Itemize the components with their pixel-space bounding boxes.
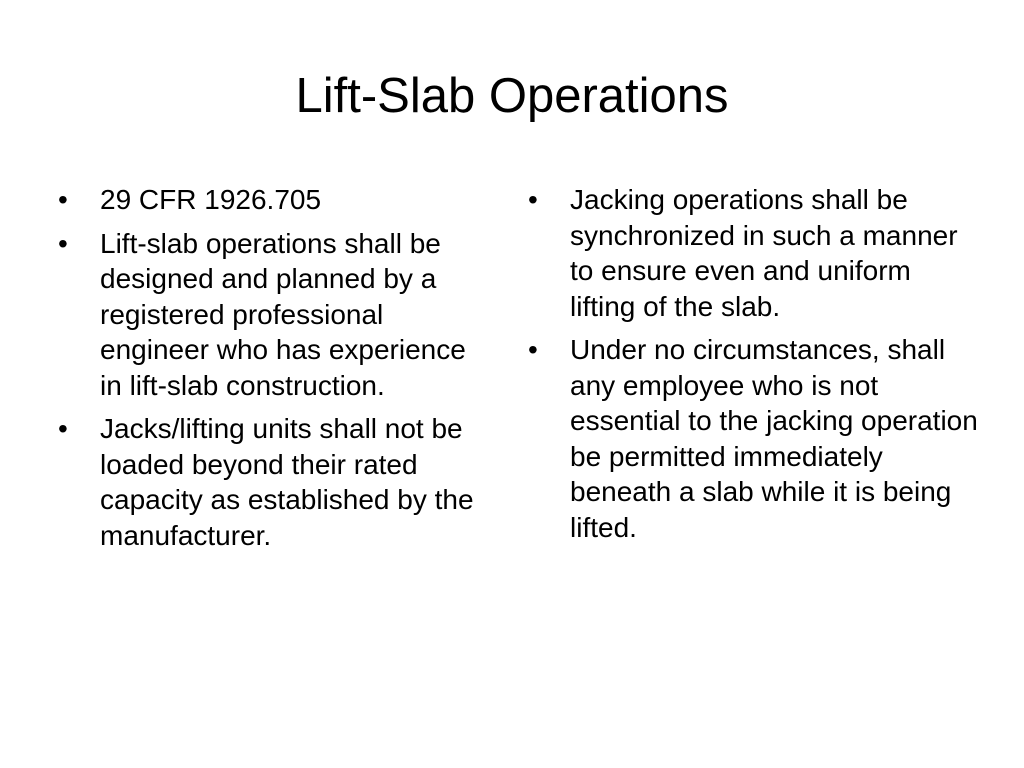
bullet-item	[528, 182, 978, 324]
bullet-item	[58, 411, 488, 553]
bullet-item	[58, 182, 488, 218]
bullet-glyph: •	[58, 227, 68, 259]
bullet-text: Jacks/lifting units shall not be loaded beyond their rated capacity as established by the manufacturer.	[100, 413, 474, 551]
bullet-text: Under no circumstances, shall any employee who is not essential to the jacking operation be permitted immediately beneath a slab while it is being lifted.	[570, 334, 978, 543]
bullet-text: 29 CFR 1926.705	[100, 184, 322, 215]
bullet-item	[528, 332, 978, 545]
bullet-text: Jacking operations shall be synchronized in such a manner to ensure even and uniform lifting of the slab.	[570, 184, 958, 322]
bullet-glyph: •	[58, 413, 68, 444]
right-bullet-list	[528, 182, 978, 553]
bullet-glyph: •	[528, 184, 538, 215]
bullet-glyph: •	[528, 334, 538, 365]
bullet-item	[58, 226, 488, 404]
bullet-glyph: •	[58, 184, 68, 215]
left-bullet-list	[58, 182, 488, 561]
bullet-text: Lift-slab operations shall be designed and planned by a registered professional engineer who has experience in lift-slab construction.	[100, 227, 466, 401]
slide-title: Lift-Slab Operations	[295, 69, 729, 123]
